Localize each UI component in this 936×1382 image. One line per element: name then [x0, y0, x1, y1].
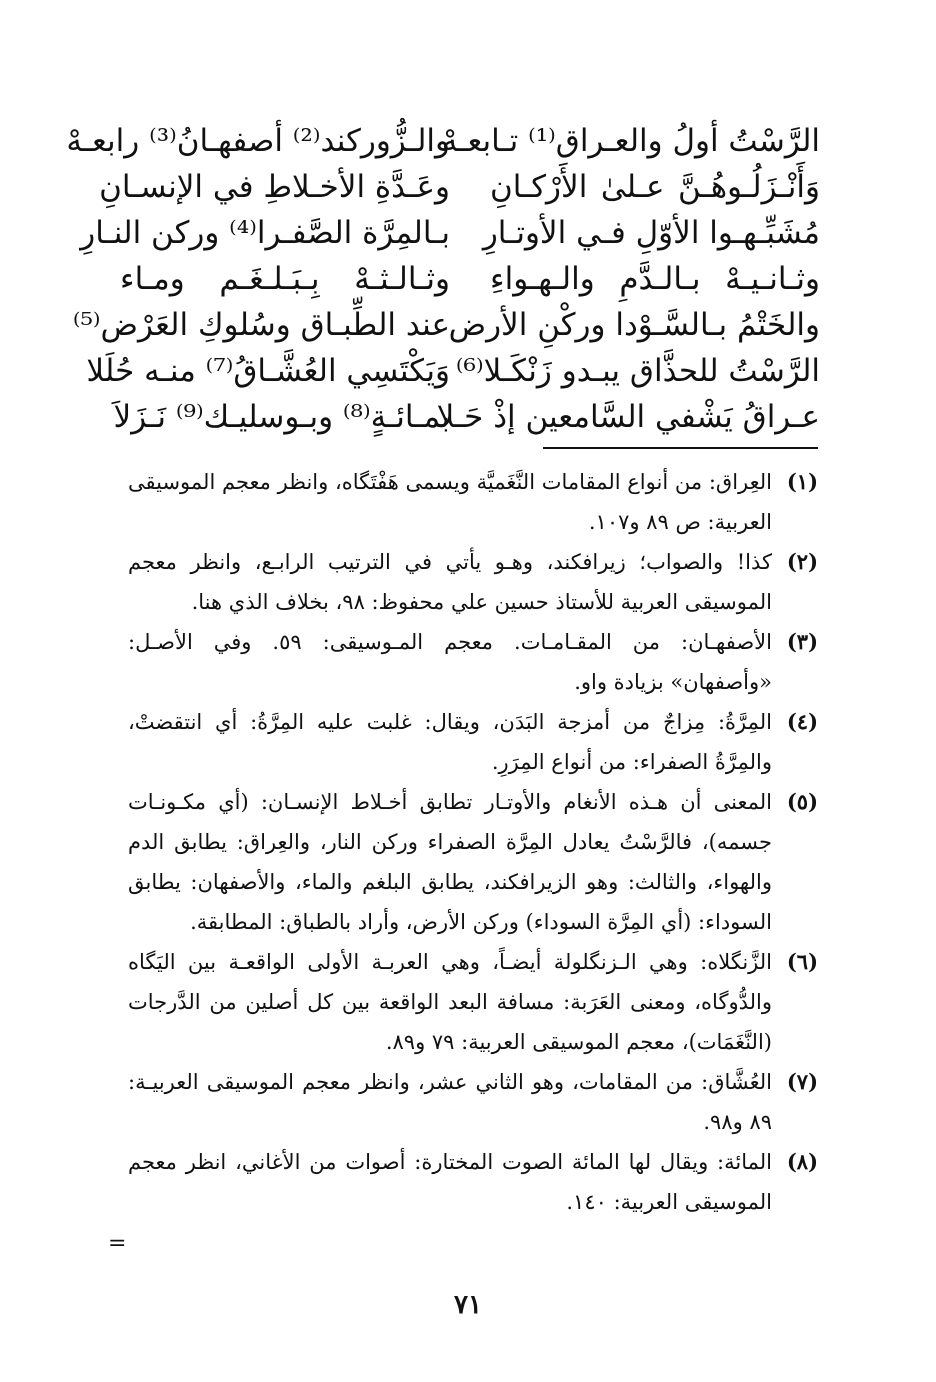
- footnote-text: المعنى أن هـذه الأنغام والأوتـار تطابق أخـلاط الإنسـان: (أي مكـونـات جسمه)، فالرَّسْتُ يعادل المِرَّة الصفراء وركن النار، والعِراق: يطابق الدم والهواء، والثالث: وهو الزيرافكند، يطابق البلغم والماء، والأصفهان: يطابق السوداء: (أي المِرَّة السوداء) وركن الأرض، وأراد بالطباق: المطابقة.: [128, 790, 772, 934]
- footnote-text: العِراق: من أنواع المقامات النَّغَميَّة ويسمى هَفْتَگاه، وانظر معجم الموسيقى العربية: ص ٨٩ و١٠٧.: [128, 470, 772, 534]
- footnote-number: (٧): [786, 1069, 818, 1094]
- footnote-number: (٨): [786, 1149, 818, 1174]
- verse-second-hemistich: وثـالـثـهْ بِـبَـلـغَـم ومـاء: [120, 261, 450, 297]
- footnote-number: (١): [786, 469, 818, 494]
- verse-first-hemistich: الرَّسْتُ أولُ والعـراق⁽¹⁾ تـابعـهْ: [441, 123, 820, 159]
- poem: [66, 118, 820, 438]
- footnote-separator: [543, 447, 818, 449]
- footnote: [128, 1142, 818, 1222]
- footnote-number: (٤): [786, 709, 818, 734]
- footnote-text: كذا! والصواب؛ زيرافكند، وهـو يأتي في الترتيب الرابـع، وانظر معجم الموسيقى العربية للأستاذ حسين علي محفوظ: ٩٨، بخلاف الذي هنا.: [128, 550, 772, 614]
- footnote-text: العُشَّاق: من المقامات، وهو الثاني عشر، وانظر معجم الموسيقى العربيـة: ٨٩ و٩٨.: [128, 1070, 772, 1134]
- verse-first-hemistich: الرَّسْتُ للحذَّاق يبـدو زَنْكَـلا⁽⁶⁾: [455, 353, 820, 389]
- footnote-text: المِرَّةُ: مِزاجٌ من أمزجة البَدَن، ويقال: غلبت عليه المِرَّةُ: أي انتقضتْ، والمِرَّةُ الصفراء: من أنواع المِرَرِ.: [128, 710, 772, 774]
- footnote: [128, 942, 818, 1062]
- footnote: [128, 462, 818, 542]
- footnote-text: الزَّنگلاه: وهي الـزنگلولة أيضـاً، وهي العربـة الأولى الواقعـة بين اليَگاه والدُّوگاه، ومعنى العَرَبة: مسافة البعد الواقعة بين كل أصلين من الدَّرجات (النَّغَمَات)، معجم الموسيقى العربية: ٧٩ و٨٩.: [128, 950, 772, 1054]
- footnote: [128, 782, 818, 942]
- footnote: [128, 1062, 818, 1142]
- footnote: [128, 542, 818, 622]
- verse-first-hemistich: مُشَبِّـهـوا الأوّلِ فـي الأوتـارِ: [482, 215, 820, 251]
- verse-first-hemistich: وثـانـيـهْ بـالـدَّمِ والـهـواءِ: [490, 261, 820, 297]
- footnote-text: الأصفهـان: من المقـامـات. معجم المـوسيقى: ٥٩. وفي الأصـل: «وأصفهان» بزيادة واو.: [128, 630, 772, 694]
- verse-second-hemistich: وعَـدَّةِ الأخـلاطِ في الإنسـانِ: [99, 169, 450, 205]
- continuation-mark: =: [108, 1231, 127, 1256]
- verse-second-hemistich: بـالمِرَّة الصَّفـرا⁽⁴⁾ وركن النـارِ: [80, 215, 450, 251]
- footnote: [128, 702, 818, 782]
- verse-first-hemistich: عـراقُ يَشْفي السَّامعين إذْ حَـلا: [436, 399, 820, 435]
- page-number: ٧١: [454, 1290, 482, 1320]
- footnote-number: (٣): [786, 629, 818, 654]
- footnote-number: (٦): [786, 949, 818, 974]
- footnote-number: (٢): [786, 549, 818, 574]
- verse-first-hemistich: والخَتْمُ بـالسَّـوْدا وركْنِ الأرض: [448, 307, 820, 343]
- verse-second-hemistich: عند الطِّبـاق وسُلوكِ العَرْض⁽⁵⁾: [72, 307, 450, 343]
- verse-second-hemistich: والـزُّوركند⁽²⁾ أصفهـانُ⁽³⁾ رابعـهْ: [66, 123, 450, 159]
- footnotes: [128, 462, 818, 1222]
- footnote-number: (٥): [786, 789, 818, 814]
- footnote-text: المائة: ويقال لها المائة الصوت المختارة: أصوات من الأغاني، انظر معجم الموسيقى العربية: ١٤٠.: [128, 1150, 772, 1214]
- verse-second-hemistich: بمـائـةٍ⁽⁸⁾ وبـوسليـك⁽⁹⁾ نَـزَلاَ: [113, 399, 450, 435]
- verse-first-hemistich: وَأَنْـزَلُـوهُـنَّ عـلىٰ الأَرْكـانِ: [490, 169, 820, 205]
- footnote: [128, 622, 818, 702]
- verse-second-hemistich: وَيَكْتَسِي العُشَّـاقُ⁽⁷⁾ منـه حُلَلا: [86, 353, 450, 389]
